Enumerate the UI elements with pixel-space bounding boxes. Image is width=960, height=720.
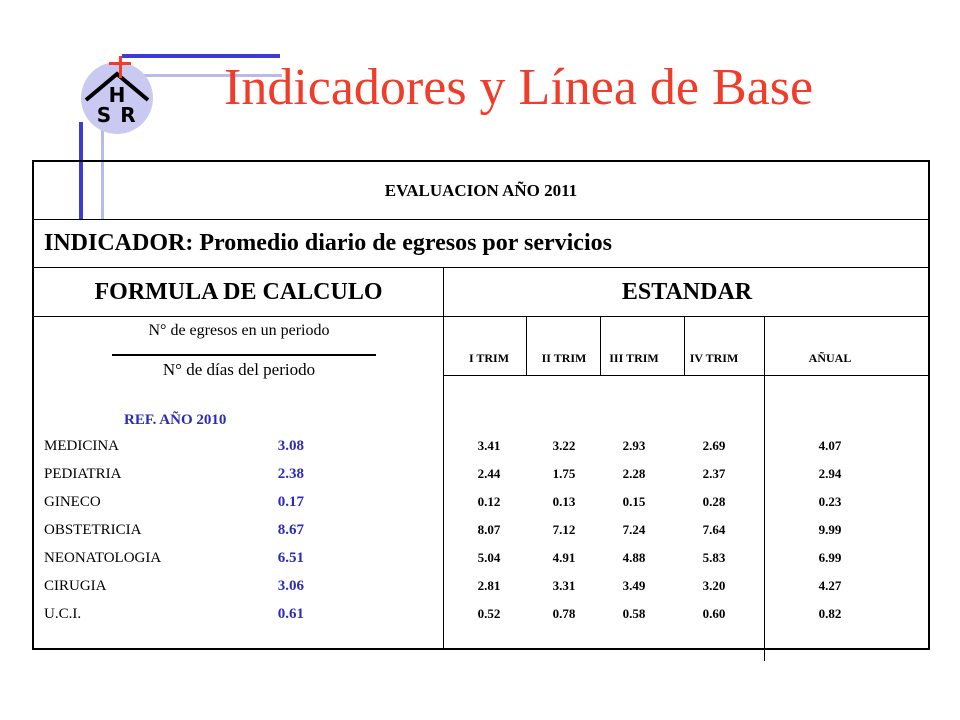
value-cell: 7.24 xyxy=(622,522,646,537)
value-cell: 2.93 xyxy=(622,438,646,453)
column-header: III TRIM xyxy=(609,351,659,365)
reference-value: 6.51 xyxy=(277,550,304,566)
standard-heading: ESTANDAR xyxy=(621,279,753,305)
value-cell: 6.99 xyxy=(818,550,842,565)
value-cell: 9.99 xyxy=(818,522,842,537)
value-cell: 0.78 xyxy=(552,606,576,621)
value-cell: 0.60 xyxy=(702,606,726,621)
value-cell: 7.12 xyxy=(552,522,576,537)
value-cell: 0.23 xyxy=(818,494,842,509)
value-cell: 0.15 xyxy=(622,494,646,509)
fraction-bar xyxy=(112,354,376,356)
value-cell: 7.64 xyxy=(702,522,726,537)
header-separator xyxy=(444,375,930,376)
column-header: AÑUAL xyxy=(808,351,852,365)
column-separator xyxy=(684,316,685,376)
reference-service: OBSTETRICIA xyxy=(44,522,142,538)
value-cell: 1.75 xyxy=(552,466,576,481)
column-separator xyxy=(526,316,527,376)
reference-value: 0.61 xyxy=(277,606,304,622)
value-cell: 2.69 xyxy=(702,438,726,453)
reference-service: PEDIATRIA xyxy=(44,466,122,482)
indicator-heading: INDICADOR: Promedio diario de egresos por servicios xyxy=(34,219,928,268)
reference-service: NEONATOLOGIA xyxy=(44,550,162,566)
value-cell: 3.49 xyxy=(622,578,646,593)
value-cell: 4.91 xyxy=(552,550,576,565)
formula-numerator: N° de egresos en un periodo xyxy=(148,322,330,339)
value-cell: 0.58 xyxy=(622,606,646,621)
reference-service: GINECO xyxy=(44,494,101,510)
reference-row xyxy=(44,550,304,576)
value-cell: 2.37 xyxy=(702,466,726,481)
reference-title: REF. AÑO 2010 xyxy=(124,412,227,428)
reference-row xyxy=(44,494,304,520)
value-cell: 5.83 xyxy=(702,550,726,565)
logo-letter-r: R xyxy=(120,103,136,127)
column-header: I TRIM xyxy=(468,351,510,365)
value-cell: 0.12 xyxy=(477,494,501,509)
reference-row xyxy=(44,466,304,492)
value-cell: 0.82 xyxy=(818,606,842,621)
column-header: IV TRIM xyxy=(689,351,739,365)
reference-value: 2.38 xyxy=(277,466,304,482)
value-cell: 0.13 xyxy=(552,494,576,509)
reference-row xyxy=(44,438,304,464)
reference-service: CIRUGIA xyxy=(44,578,107,594)
column-separator xyxy=(600,316,601,376)
value-cell: 3.41 xyxy=(477,438,501,453)
reference-value: 0.17 xyxy=(277,494,304,510)
value-cell: 2.28 xyxy=(622,466,646,481)
value-cell: 0.52 xyxy=(477,606,501,621)
reference-value: 3.08 xyxy=(277,438,304,454)
value-cell: 4.27 xyxy=(818,578,842,593)
hospital-logo xyxy=(78,56,156,134)
value-cell: 3.31 xyxy=(552,578,576,593)
value-cell: 2.44 xyxy=(477,466,501,481)
reference-service: MEDICINA xyxy=(44,438,119,454)
page-title: Indicadores y Línea de Base xyxy=(224,59,814,116)
value-cell: 2.94 xyxy=(818,466,842,481)
value-cell: 3.22 xyxy=(552,438,576,453)
formula-denominator: N° de días del periodo xyxy=(162,360,316,379)
reference-row xyxy=(44,606,304,632)
reference-value: 8.67 xyxy=(277,522,304,538)
evaluation-heading: EVALUACION AÑO 2011 xyxy=(34,162,928,220)
value-cell: 3.20 xyxy=(702,578,726,593)
value-cell: 0.28 xyxy=(702,494,726,509)
logo-letter-h: H xyxy=(108,83,126,107)
reference-value: 3.06 xyxy=(277,578,304,594)
column-header: II TRIM xyxy=(541,351,587,365)
value-cell: 5.04 xyxy=(477,550,501,565)
logo-letter-s: S xyxy=(96,103,112,127)
reference-row xyxy=(44,578,304,604)
indicator-table xyxy=(32,160,930,650)
formula-heading: FORMULA DE CALCULO xyxy=(34,268,444,316)
section-headings xyxy=(34,268,928,317)
column-separator xyxy=(764,316,765,661)
value-cell: 2.81 xyxy=(477,578,501,593)
reference-row xyxy=(44,522,304,548)
value-cell: 8.07 xyxy=(477,522,501,537)
value-cell: 4.88 xyxy=(622,550,646,565)
reference-service: U.C.I. xyxy=(44,606,82,622)
value-cell: 4.07 xyxy=(818,438,842,453)
